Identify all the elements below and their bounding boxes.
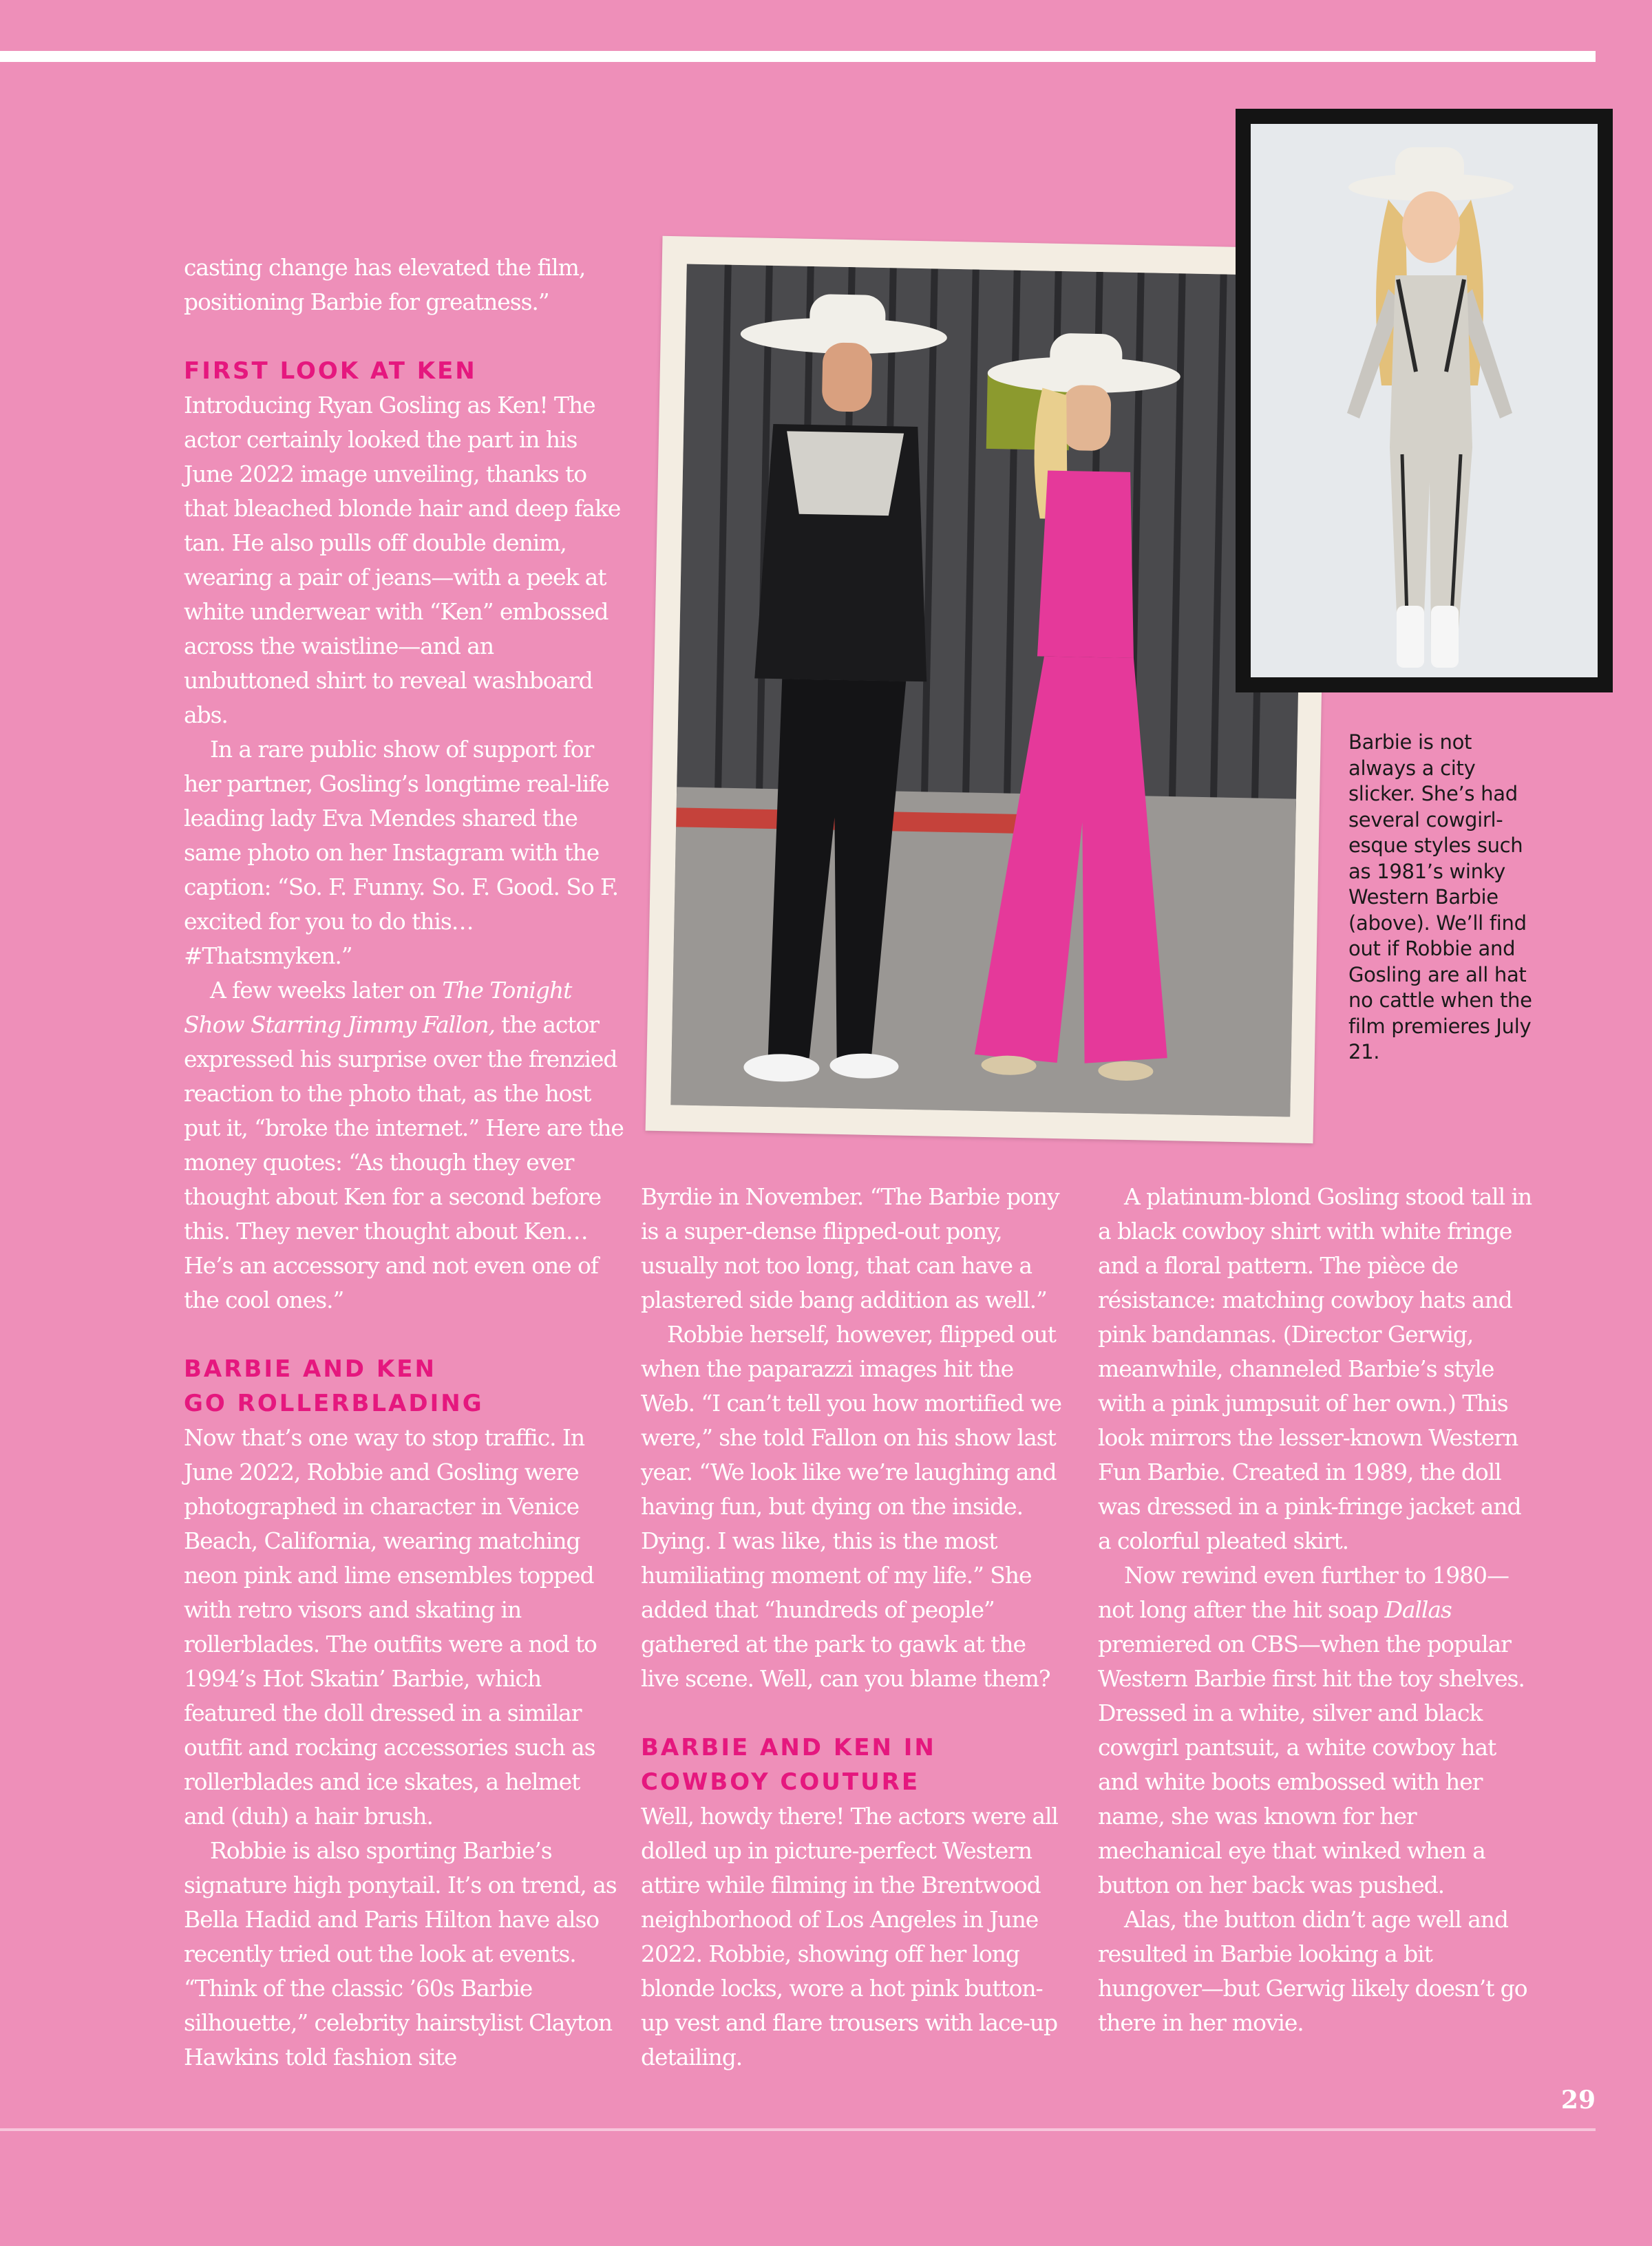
col2-paragraph-2: Robbie herself, however, flipped out when the paparazzi images hit the Web. “I can’t tell you how mortified we were,” she told Fallon on his show last year. “We look like we’re laughing and having fun, but dying on the inside. Dying. I was like, this is the most humiliating moment of my life.” She added that “hundreds of people” gathered at the park to gawk at the live scene. Well, can you blame them? xyxy=(641,1321,1061,1692)
heading-rollerblading: BARBIE AND KEN GO ROLLERBLADING xyxy=(184,1355,484,1417)
heading-cowboy-couture: BARBIE AND KEN IN COWBOY COUTURE xyxy=(641,1734,936,1796)
bottom-rule xyxy=(0,2128,1596,2131)
column-1 xyxy=(184,251,624,2075)
col1-paragraph-5: Now that’s one way to stop traffic. In June 2022, Robbie and Gosling were photographed in character in Venice Beach, California, wearing matching neon pink and lime ensembles topped with retro visors and skating in rollerblades. The outfits were a nod to 1994’s Hot Skatin’ Barbie, which featured the doll dressed in a similar outfit and rocking accessories such as rollerblades and ice skates, a helmet and (duh) a hair brush. xyxy=(184,1424,597,1830)
photo-western-barbie-doll xyxy=(1251,124,1598,677)
show-title: The Tonight Show Starring Jimmy Fallon, xyxy=(184,977,572,1038)
photo-caption: Barbie is not always a city slicker. She’s had several cowgirl-esque styles such as 1981’s winky Western Barbie (above). We’ll find out if Robbie and Gosling are all hat no cattle when the film premieres July 21. xyxy=(1348,730,1532,1063)
col2-paragraph-1: Byrdie in November. “The Barbie pony is a super-dense flipped-out pony, usually not too long, that can have a plastered side bang addition as well.” xyxy=(641,1183,1059,1313)
col1-paragraph-3: In a rare public show of support for her partner, Gosling’s longtime real-life leading lady Eva Mendes shared the same photo on her Instagram with the caption: “So. F. Funny. So. F. Good. So F. excited for you to do this… #Thatsmyken.” xyxy=(184,736,619,969)
top-rule xyxy=(0,51,1596,62)
photo-gosling-robbie-cowboy xyxy=(670,264,1306,1116)
col3-paragraph-2: Now rewind even further to 1980—not long after the hit soap Dallas premiered on CBS—when the popular Western Barbie first hit the toy shelves. Dressed in a white, silver and black cowgirl pantsuit, a white cowboy hat and white boots embossed with her name, she was known for her mechanical eye that winked when a button on her back was pushed. xyxy=(1098,1562,1525,1898)
column-3 xyxy=(1098,1180,1538,2040)
heading-first-look-at-ken: FIRST LOOK AT KEN xyxy=(184,357,477,385)
page-number: 29 xyxy=(1560,2086,1596,2115)
col3-paragraph-3: Alas, the button didn’t age well and resulted in Barbie looking a bit hungover—but Gerwig likely doesn’t go there in her movie. xyxy=(1098,1906,1527,2036)
photo-frame-cowboy-couture xyxy=(646,236,1331,1143)
show-title-dallas: Dallas xyxy=(1384,1596,1452,1623)
col1-paragraph-4: A few weeks later on The Tonight Show Starring Jimmy Fallon, the actor expressed his surprise over the frenzied reaction to the photo that, as the host put it, “broke the internet.” Here are the money quotes: “As though they ever thought about Ken for a second before this. They never thought about Ken…He’s an accessory and not even one of the cool ones.” xyxy=(184,977,624,1313)
col3-paragraph-1: A platinum-blond Gosling stood tall in a black cowboy shirt with white fringe and a floral pattern. The pièce de résistance: matching cowboy hats and pink bandannas. (Director Gerwig, meanwhile, channeled Barbie’s style with a pink jumpsuit of her own.) This look mirrors the lesser-known Western Fun Barbie. Created in 1989, the doll was dressed in a pink-fringe jacket and a colorful pleated skirt. xyxy=(1098,1183,1532,1554)
col1-paragraph-1: casting change has elevated the film, positioning Barbie for greatness.” xyxy=(184,254,586,315)
photo-frame-western-barbie xyxy=(1236,109,1613,692)
column-2 xyxy=(641,1180,1068,2075)
col2-paragraph-3: Well, howdy there! The actors were all dolled up in picture-perfect Western attire while filming in the Brentwood neighborhood of Los Angeles in June 2022. Robbie, showing off her long blonde locks, wore a hot pink button-up vest and flare trousers with lace-up detailing. xyxy=(641,1803,1058,2070)
col1-paragraph-6: Robbie is also sporting Barbie’s signature high ponytail. It’s on trend, as Bella Hadid and Paris Hilton have also recently tried out the look at events. “Think of the classic ’60s Barbie silhouette,” celebrity hairstylist Clayton Hawkins told fashion site xyxy=(184,1837,617,2070)
col1-paragraph-2: Introducing Ryan Gosling as Ken! The actor certainly looked the part in his June 2022 image unveiling, thanks to that bleached blonde hair and deep fake tan. He also pulls off double denim, wearing a pair of jeans—with a peek at white underwear with “Ken” embossed across the waistline—and an unbuttoned shirt to reveal washboard abs. xyxy=(184,392,621,728)
